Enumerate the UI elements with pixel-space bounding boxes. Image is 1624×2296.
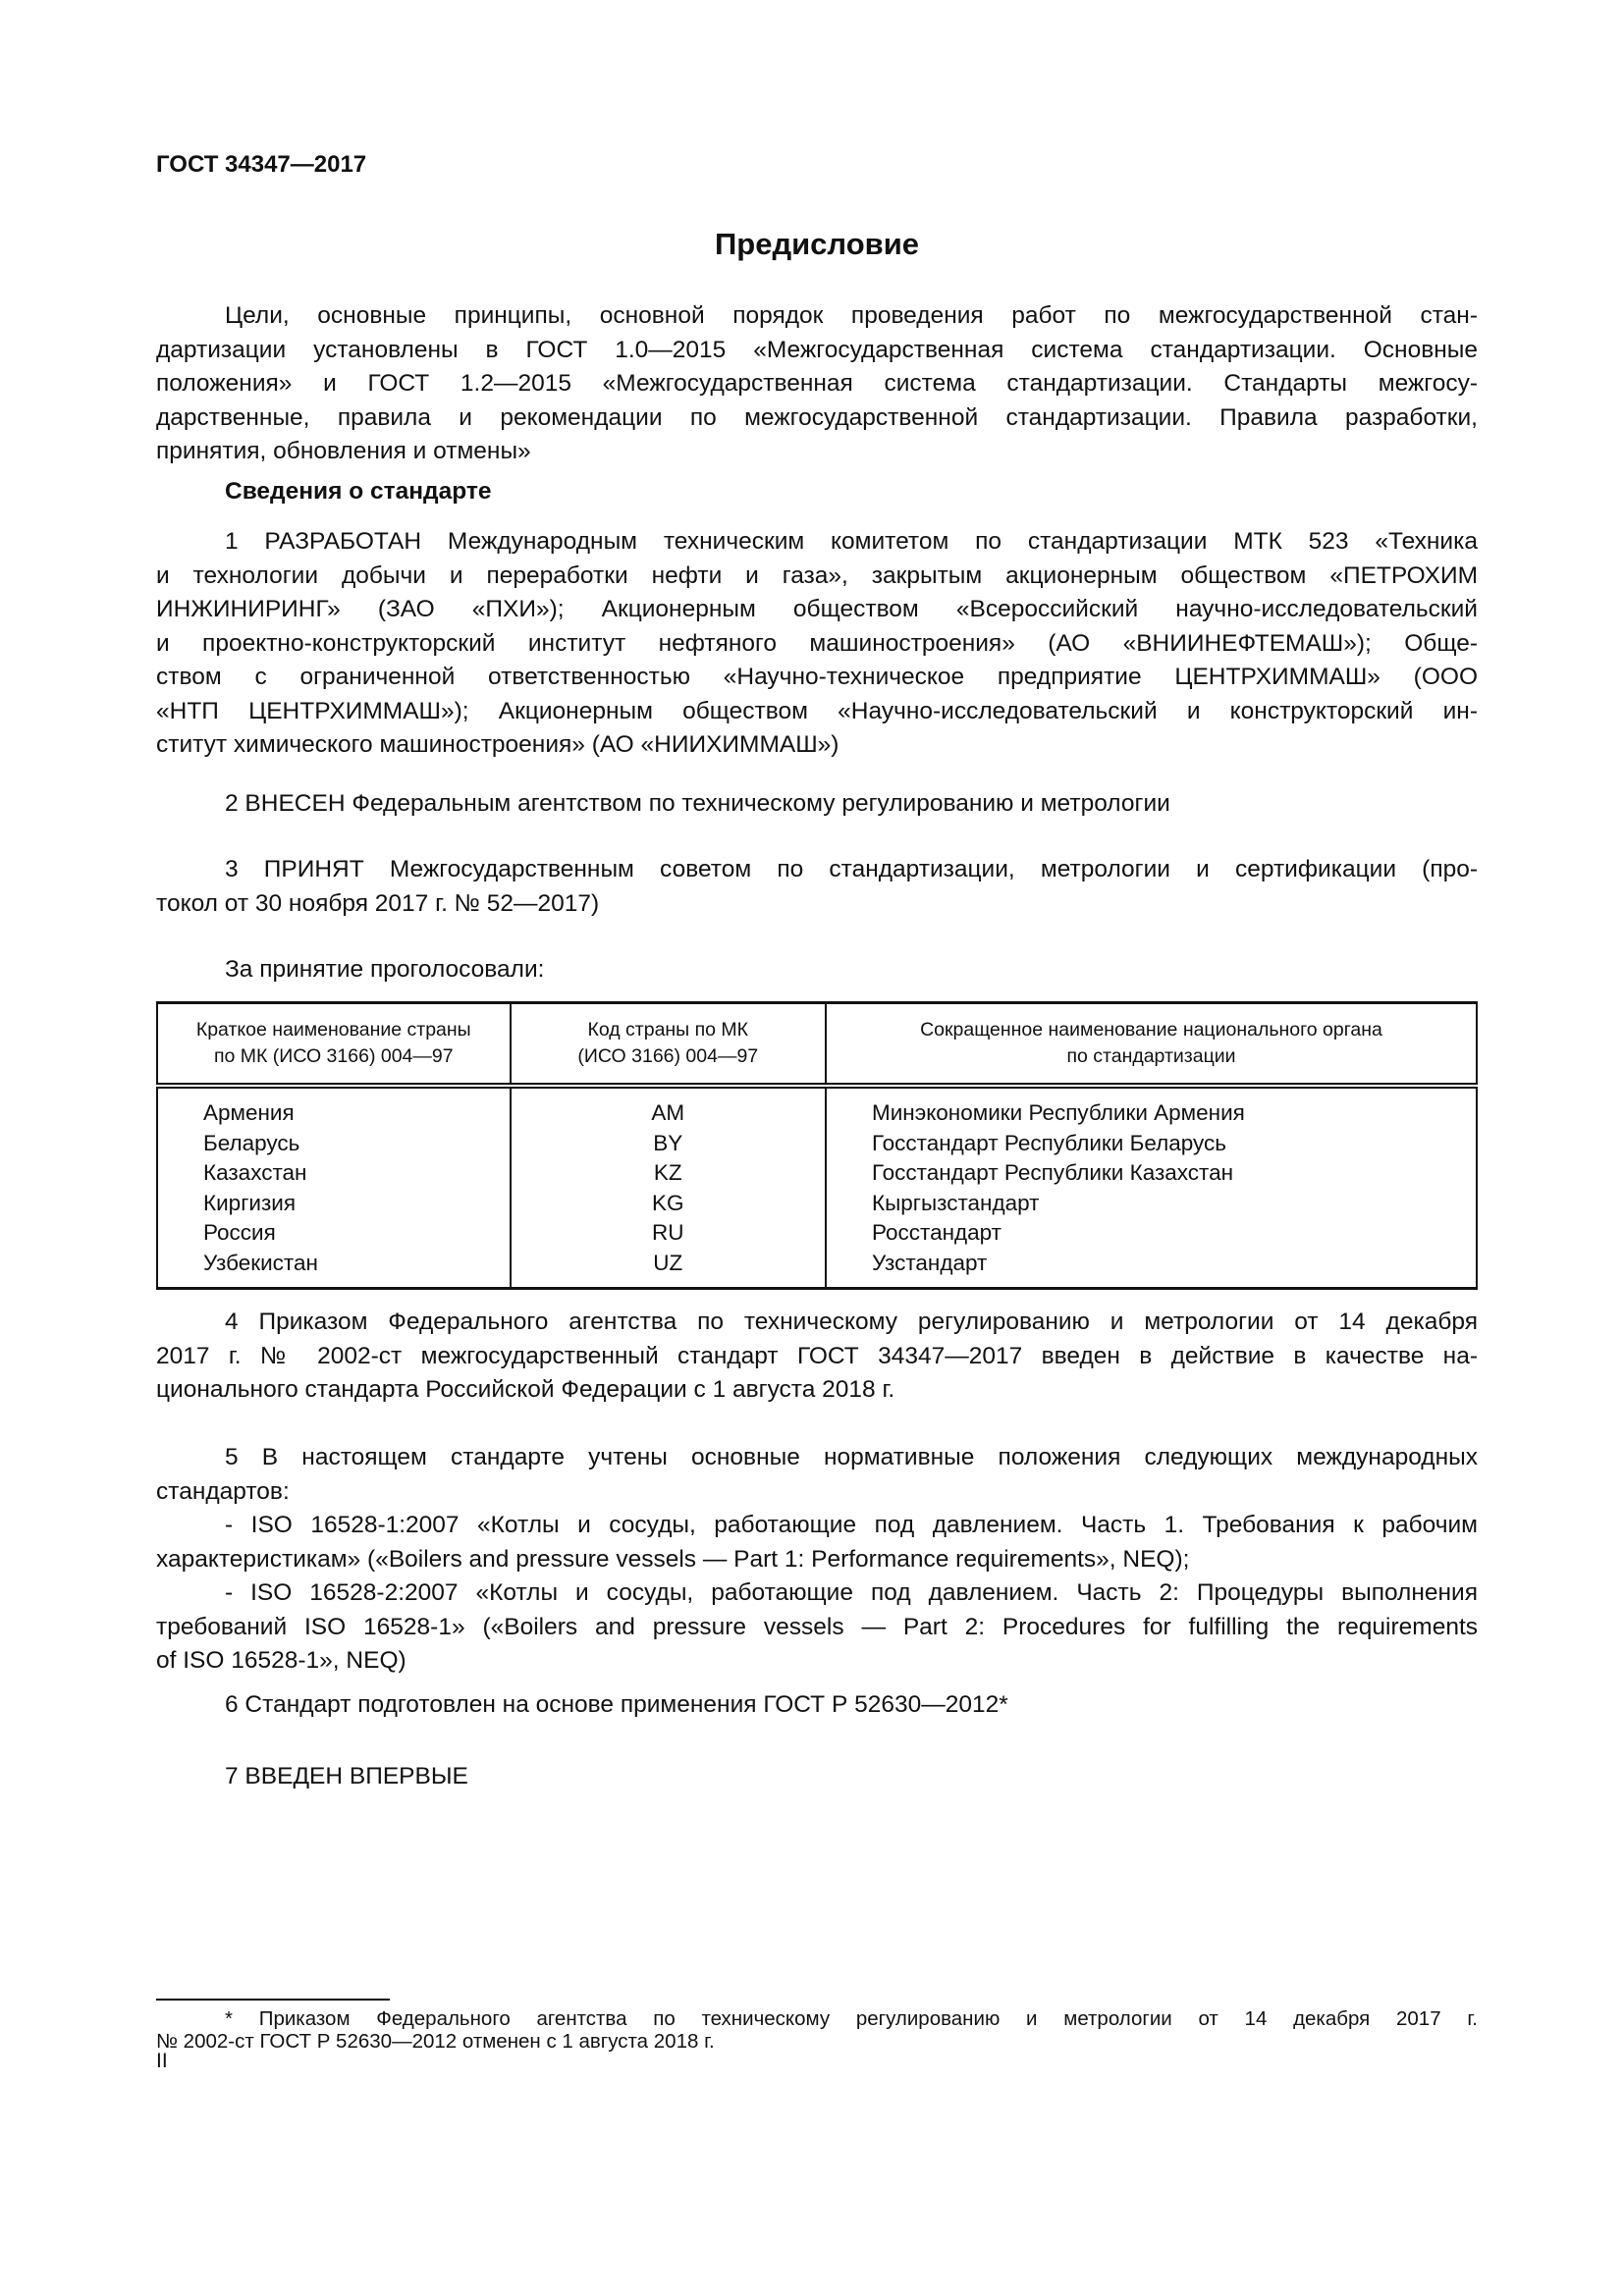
paragraph-item-1 [156,525,1478,763]
text-line: 1 РАЗРАБОТАН Международным техническим комитетом по стандартизации МТК 523 «Техника [225,528,1478,555]
cell-national-body: Минэкономики Республики Армения [826,1086,1477,1129]
text-line: характеристикам» («Boilers and pressure vessels — Part 1: Performance requirements», NEQ); [156,1545,1190,1573]
text-line: токол от 30 ноября 2017 г. № 52—2017) [156,889,600,917]
text-line: - ISO 16528-1:2007 «Котлы и сосуды, работающие под давлением. Часть 1. Требования к рабочим [225,1512,1478,1538]
cell-code: BY [511,1129,826,1159]
text-line: 2017 г. № 2002-ст межгосударственный стандарт ГОСТ 34347—2017 введен в действие в качестве на- [156,1342,1478,1369]
table-row [157,1218,1477,1249]
column-header-country [157,1003,511,1087]
paragraph-intro [156,299,1478,469]
cell-national-body: Госстандарт Республики Беларусь [826,1129,1477,1159]
table-row [157,1129,1477,1159]
header-line: по МК (ИСО 3166) 004—97 [213,1045,454,1067]
cell-national-body: Узстандарт [826,1249,1477,1288]
cell-country: Россия [157,1218,511,1249]
cell-national-body: Росстандарт [826,1218,1477,1249]
text-line: стандартов: [156,1477,290,1505]
footnote-divider [156,1999,390,2001]
header-line: (ИСО 3166) 004—97 [577,1045,759,1067]
cell-code: UZ [511,1249,826,1288]
page-title: Предисловие [714,227,919,261]
text-line: Сведения о стандарте [225,478,492,505]
text-line: дартизации установлены в ГОСТ 1.0—2015 «Межгосударственная система стандартизации. Основные [156,336,1478,363]
text-line: принятия, обновления и отмены» [156,438,531,464]
cell-national-body: Кыргызстандарт [826,1189,1477,1219]
footnote-line: * Приказом Федерального агентства по техническому регулированию и метрологии от 14 декабря 2017 г. [225,2007,1478,2030]
text-line: За принятие проголосовали: [225,956,545,983]
text-line: 7 ВВЕДЕН ВПЕРВЫЕ [225,1763,468,1789]
cell-country: Беларусь [157,1129,511,1159]
text-line: 2 ВНЕСЕН Федеральным агентством по техническому регулированию и метрологии [225,790,1170,817]
text-line: ством с ограниченной ответственностью «Научно-техническое предприятие ЦЕНТРХИММАШ» (ООО [156,664,1478,690]
text-line: и технологии добычи и переработки нефти и газа», закрытым акционерным обществом «ПЕТРОХИМ [156,561,1478,589]
table-row [157,1189,1477,1219]
cell-country: Узбекистан [157,1249,511,1288]
section-heading [156,475,1478,509]
text-line: дарственные, правила и рекомендации по межгосударственной стандартизации. Правила разработки, [156,403,1478,431]
header-line: Краткое наименование страны [195,1019,471,1041]
header-line: Код страны по МК [587,1019,749,1041]
page-number: II [156,2050,168,2072]
cell-code: AM [511,1086,826,1129]
text-line: ститут химического машиностроения» (АО «НИИХИММАШ») [156,731,839,758]
text-line: 5 В настоящем стандарте учтены основные нормативные положения следующих международных [225,1444,1478,1470]
table-row [157,1249,1477,1288]
cell-country: Киргизия [157,1189,511,1219]
paragraph-item-2 [156,787,1478,822]
vote-table [156,1001,1478,1290]
paragraph-vote-intro [156,953,1478,988]
table-row [157,1086,1477,1129]
footnote [156,2007,1478,2053]
column-header-code [511,1003,826,1087]
document-number: ГОСТ 34347—2017 [156,151,367,178]
paragraph-item-6 [156,1688,1478,1723]
footnote-line: № 2002-ст ГОСТ Р 52630—2012 отменен с 1 августа 2018 г. [156,2030,715,2053]
text-line: требований ISO 16528-1» («Boilers and pressure vessels — Part 2: Procedures for fulfilling the requirements [156,1613,1478,1640]
cell-code: KZ [511,1158,826,1189]
paragraph-item-3 [156,853,1478,921]
cell-code: RU [511,1218,826,1249]
table-header-row [157,1003,1477,1087]
text-line: - ISO 16528-2:2007 «Котлы и сосуды, работающие под давлением. Часть 2: Процедуры выполнения [225,1579,1478,1606]
column-header-body [826,1003,1477,1087]
text-line: ИНЖИНИРИНГ» (ЗАО «ПХИ»); Акционерным обществом «Всероссийский научно-исследовательский [156,596,1478,622]
text-line: «НТП ЦЕНТРХИММАШ»); Акционерным обществом «Научно-исследовательский и конструкторский ин- [156,697,1478,724]
text-line: 6 Стандарт подготовлен на основе применения ГОСТ Р 52630—2012* [225,1691,1008,1718]
text-line: ционального стандарта Российской Федерации с 1 августа 2018 г. [156,1376,895,1403]
header-line: по стандартизации [1066,1045,1236,1067]
cell-code: KG [511,1189,826,1219]
text-line: 4 Приказом Федерального агентства по техническому регулированию и метрологии от 14 декабря [225,1308,1478,1335]
paragraph-item-7 [156,1760,1478,1794]
cell-country: Армения [157,1086,511,1129]
header-line: Сокращенное наименование национального органа [920,1019,1382,1041]
table-row [157,1158,1477,1189]
text-line: положения» и ГОСТ 1.2—2015 «Межгосударственная система стандартизации. Стандарты межгосу- [156,370,1478,397]
text-line: of ISO 16528-1», NEQ) [156,1647,406,1674]
text-line: и проектно-конструкторский институт нефтяного машиностроения» (АО «ВНИИНЕФТЕМАШ»); Обще- [156,629,1478,657]
cell-national-body: Госстандарт Республики Казахстан [826,1158,1477,1189]
text-line: 3 ПРИНЯТ Межгосударственным советом по стандартизации, метрологии и сертификации (про- [225,856,1478,882]
text-line: Цели, основные принципы, основной порядок проведения работ по межгосударственной стан- [225,302,1478,329]
paragraph-item-4 [156,1306,1478,1408]
paragraph-item-5 [156,1441,1478,1679]
cell-country: Казахстан [157,1158,511,1189]
